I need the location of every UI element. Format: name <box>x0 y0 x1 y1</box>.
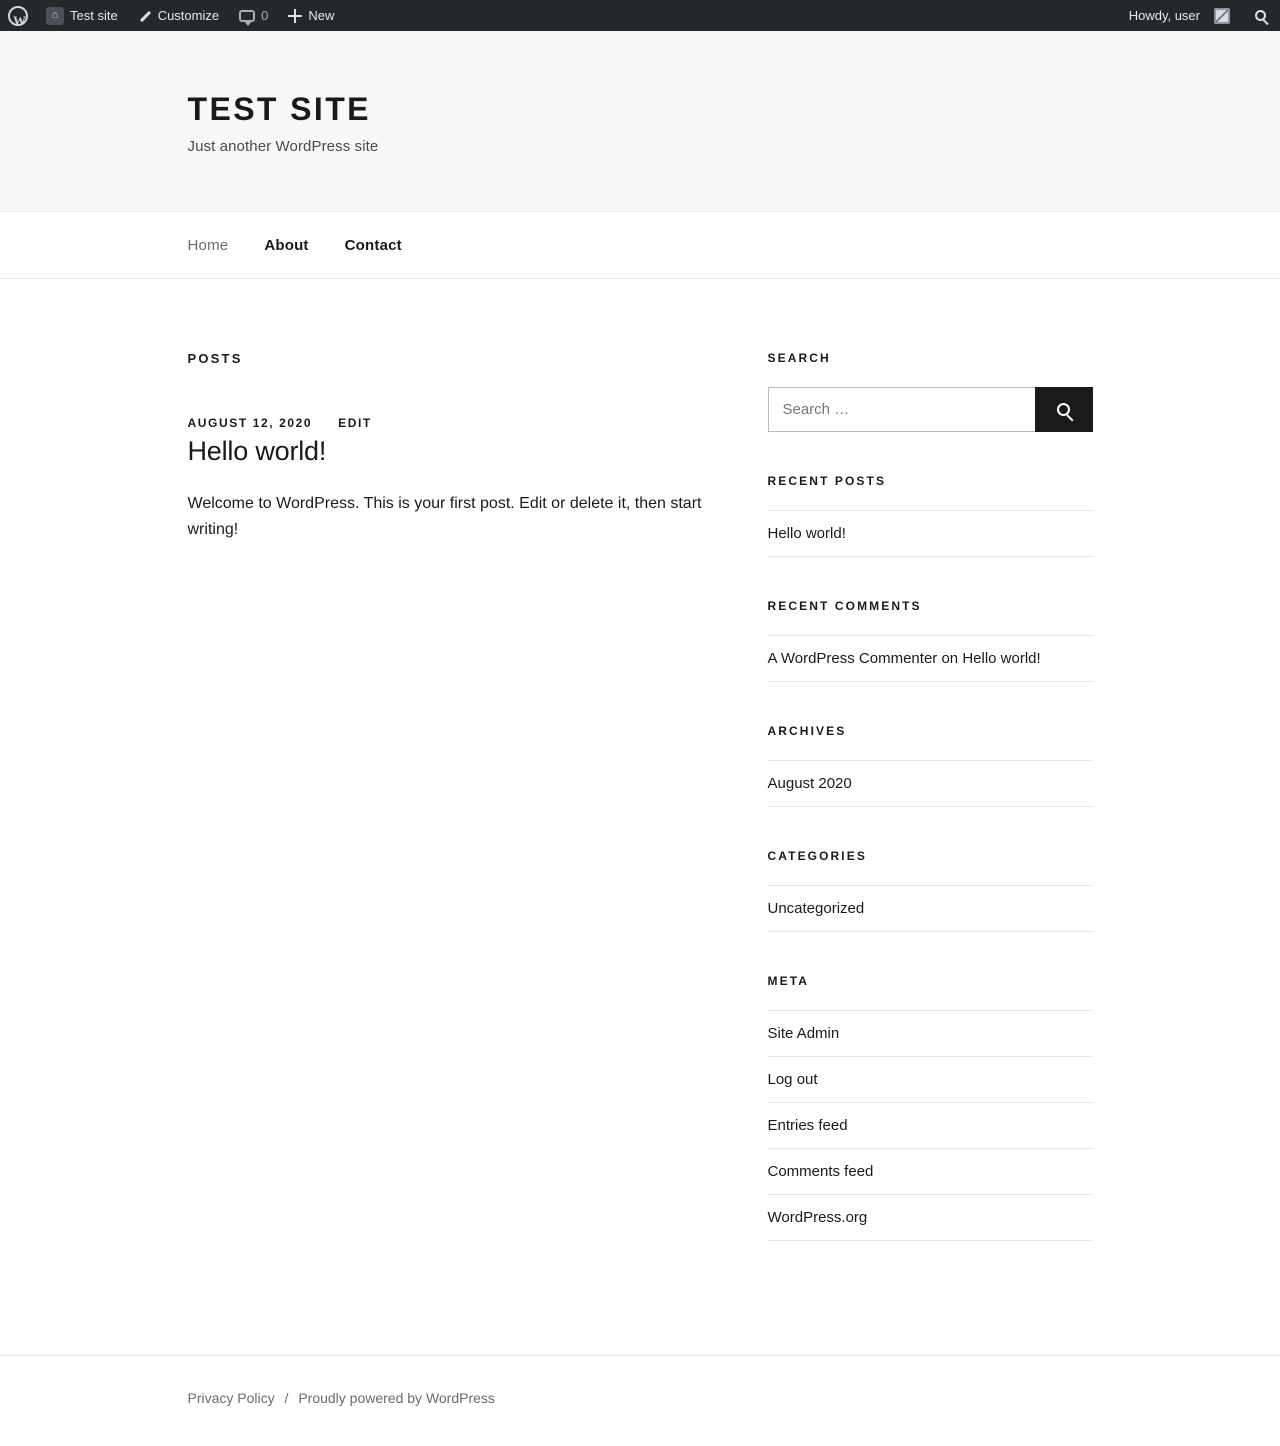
widget-search-title: SEARCH <box>767 351 831 365</box>
list-item <box>768 760 1093 807</box>
adminbar-customize[interactable] <box>128 0 229 31</box>
meta-link-comments-feed[interactable]: Comments feed <box>767 1163 874 1180</box>
adminbar-customize-label: Customize <box>157 8 220 23</box>
list-item <box>768 885 1093 932</box>
wordpress-logo-icon <box>8 6 28 26</box>
recent-posts-list <box>768 510 1093 557</box>
recent-post-link[interactable]: Hello world! <box>767 525 846 542</box>
adminbar-comment-count: 0 <box>261 8 269 23</box>
list-item <box>768 1148 1093 1194</box>
wordpress-logo-button[interactable] <box>0 0 36 31</box>
categories-list <box>768 885 1093 932</box>
widget-meta-title: META <box>767 974 810 988</box>
wordpress-credit-link[interactable]: Proudly powered by WordPress <box>298 1390 495 1406</box>
meta-list <box>768 1010 1093 1241</box>
widget-archives-title: ARCHIVES <box>767 724 847 738</box>
list-item <box>768 1056 1093 1102</box>
post-meta <box>188 416 744 430</box>
footer-credits <box>188 1390 1093 1406</box>
list-item <box>768 1194 1093 1241</box>
sidebar <box>768 351 1093 1283</box>
search-icon <box>1255 10 1266 21</box>
primary-navigation <box>0 212 1280 279</box>
list-item <box>768 1010 1093 1056</box>
page-title: POSTS <box>187 351 243 366</box>
admin-bar <box>0 0 1280 31</box>
nav-item-contact[interactable]: Contact <box>344 236 402 254</box>
plus-icon <box>288 9 302 23</box>
widget-recent-comments-title: RECENT COMMENTS <box>767 599 922 613</box>
privacy-policy-link[interactable]: Privacy Policy <box>187 1390 275 1406</box>
adminbar-new-label: New <box>308 8 335 23</box>
site-icon: ⌂ <box>46 7 64 25</box>
post-edit-link[interactable]: EDIT <box>338 416 372 430</box>
site-description: Just another WordPress site <box>187 138 379 155</box>
meta-link-site-admin[interactable]: Site Admin <box>767 1025 840 1042</box>
list-item <box>768 510 1093 557</box>
meta-link-log-out[interactable]: Log out <box>767 1071 818 1088</box>
post-content <box>188 491 744 542</box>
adminbar-new[interactable] <box>278 0 344 31</box>
search-input[interactable] <box>768 387 1035 432</box>
adminbar-site-name-label: Test site <box>70 8 118 23</box>
widget-categories <box>768 849 1093 932</box>
adminbar-howdy-label: Howdy, user <box>1128 8 1200 23</box>
category-link[interactable]: Uncategorized <box>767 900 865 917</box>
widget-categories-title: CATEGORIES <box>767 849 867 863</box>
search-submit-button[interactable] <box>1035 387 1093 432</box>
post-article <box>188 416 744 542</box>
comment-author: A WordPress Commenter <box>767 650 938 667</box>
widget-recent-comments <box>768 599 1093 682</box>
meta-link-wordpress-org[interactable]: WordPress.org <box>767 1209 868 1226</box>
list-item <box>768 1102 1093 1148</box>
archives-list <box>768 760 1093 807</box>
adminbar-search-button[interactable] <box>1240 0 1280 31</box>
content-area <box>188 279 1093 1283</box>
widget-search <box>768 351 1093 432</box>
comment-post-link[interactable]: Hello world! <box>962 650 1041 667</box>
pencil-icon <box>138 9 152 23</box>
adminbar-right-group <box>1109 0 1280 31</box>
widget-recent-posts <box>768 474 1093 557</box>
search-icon <box>1057 403 1070 416</box>
comment-bubble-icon <box>239 10 255 22</box>
site-title[interactable]: TEST SITE <box>187 91 371 127</box>
widget-recent-posts-title: RECENT POSTS <box>767 474 887 488</box>
widget-meta <box>768 974 1093 1241</box>
widget-archives <box>768 724 1093 807</box>
adminbar-comments[interactable] <box>229 0 278 31</box>
site-footer <box>0 1355 1280 1446</box>
avatar <box>1214 8 1230 24</box>
nav-item-about[interactable]: About <box>264 236 309 254</box>
adminbar-site-name[interactable] <box>36 0 128 31</box>
meta-link-entries-feed[interactable]: Entries feed <box>767 1117 848 1134</box>
comment-on-word: on <box>941 650 959 667</box>
post-date-link[interactable]: AUGUST 12, 2020 <box>187 416 313 430</box>
post-body-text: Welcome to WordPress. This is your first post. Edit or delete it, then start writing! <box>187 495 702 538</box>
list-item <box>768 635 1093 682</box>
post-title[interactable]: Hello world! <box>187 436 327 466</box>
adminbar-my-account[interactable] <box>1109 0 1240 31</box>
archive-link[interactable]: August 2020 <box>767 775 852 792</box>
search-form <box>768 387 1093 432</box>
footer-separator: / <box>284 1390 289 1406</box>
main-content <box>188 351 744 1283</box>
nav-item-home[interactable]: Home <box>187 236 229 254</box>
site-header <box>0 31 1280 212</box>
recent-comments-list <box>768 635 1093 682</box>
